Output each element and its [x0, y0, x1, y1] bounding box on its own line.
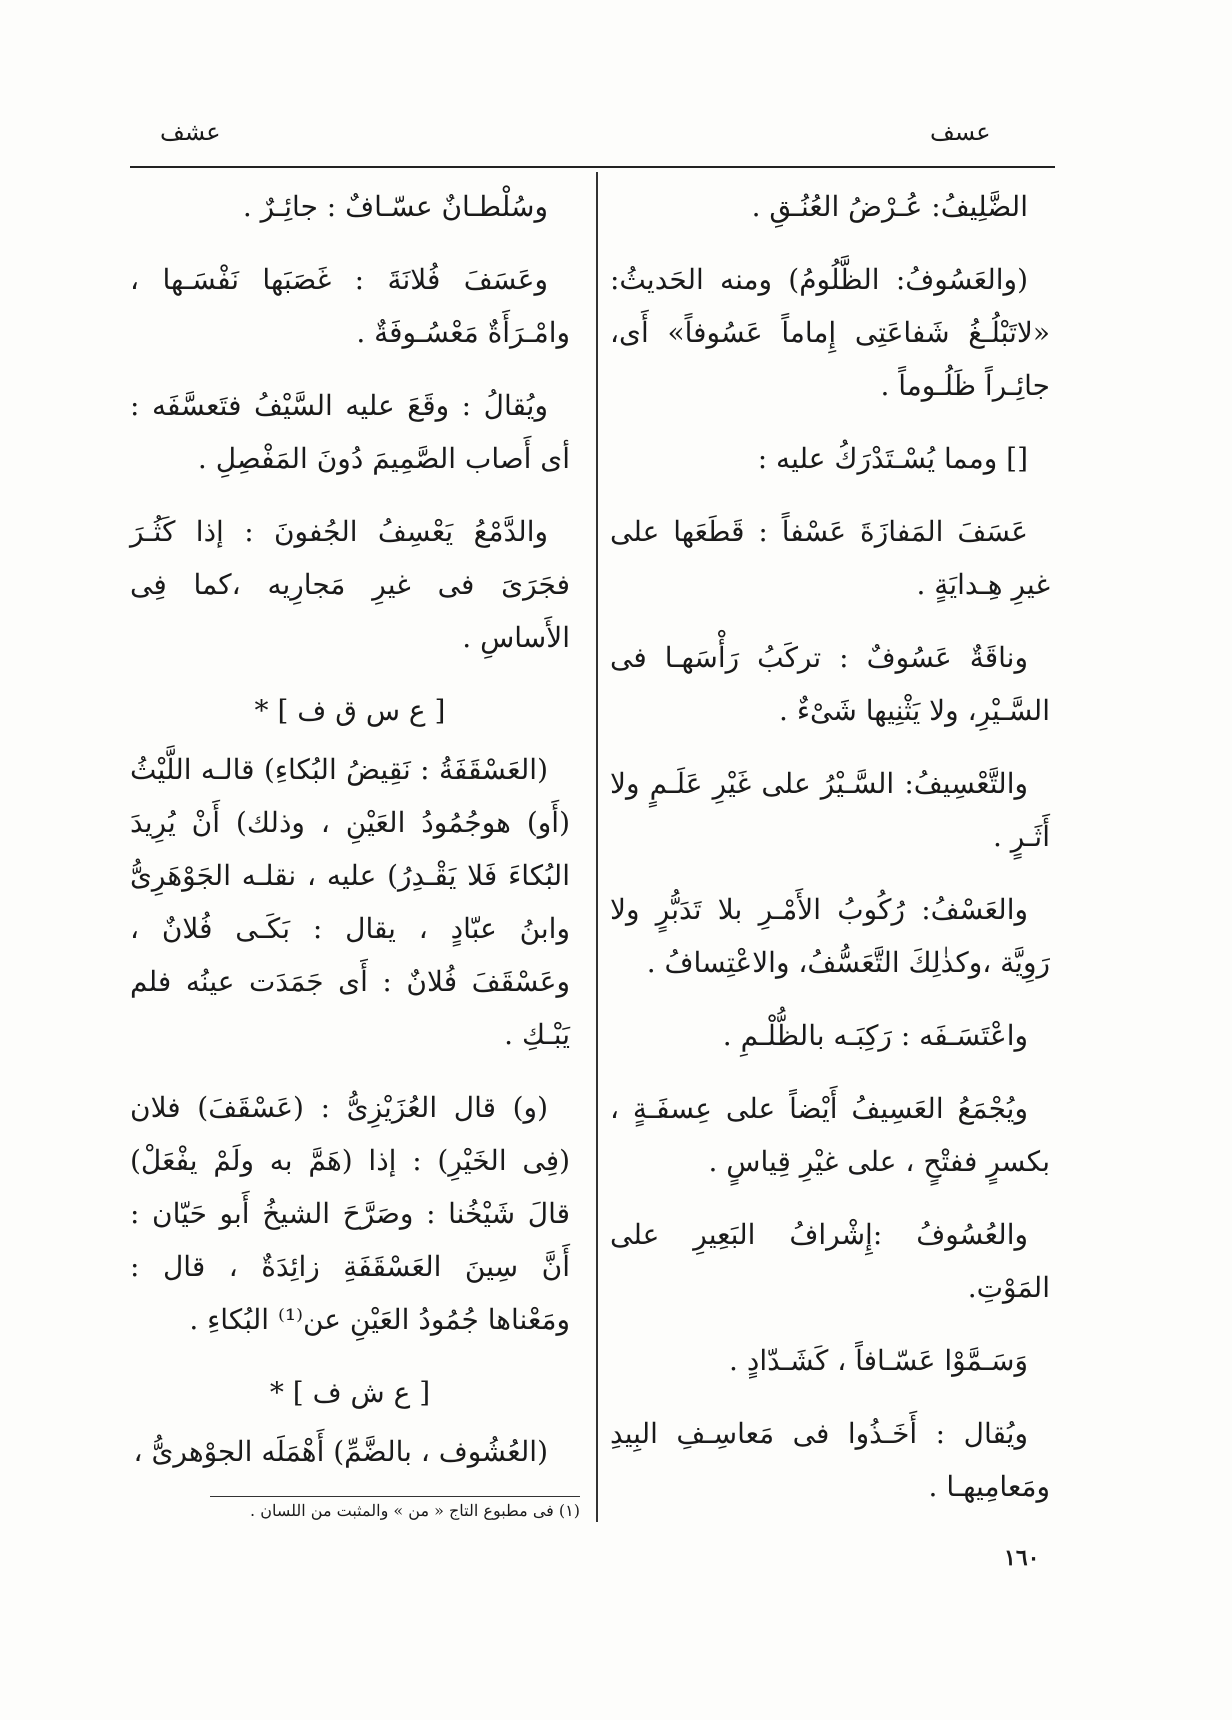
running-head-left: عشف [160, 118, 221, 146]
right-paragraph-4: عَسَفَ المَفازَةَ عَسْفاً : قَطَعَها على غيرِ هِـدايَةٍ . [610, 515, 1050, 601]
left-column [130, 180, 570, 1498]
entry-heading-ashaf: [ ع ش ف ] * [269, 1376, 431, 1409]
entry-heading-asqaf: [ ع س ق ف ] * [254, 694, 446, 727]
right-paragraph-5: وناقَةٌ عَسُوفٌ : تركَبُ رَأْسَهـا فى السَّـيْرِ، ولا يَثْنِيها شَىْءٌ . [610, 641, 1050, 727]
left-paragraph-5: (العَسْقَفَةُ : نَقِيضُ البُكاءِ) قالـه اللَّيْثُ (أَو) هوجُمُودُ العَيْنِ ، وذلك) أَنْ يُرِيدَ البُكاءَ فَلا يَقْـدِرُ) عليه ، نقلـه الجَوْهَرِىُّ وابنُ عبّادٍ ، يقال : بَكَـى فُلانٌ ، وعَسْقَفَ فُلانٌ : أَى جَمَدَت عينُه فلم يَبْـكِ . [130, 753, 570, 1051]
left-paragraph-6: (و) قال العُزَيْزِىُّ : (عَسْقَفَ) فلان (فِى الخَيْرِ) : إذا (هَمَّ به ولَمْ يفْعَلْ) قالَ شَيْخُنا : وصَرَّحَ الشيخُ أَبو حَيّان : أَنَّ سِينَ العَسْقَفَةِ زائِدَةٌ ، قال : ومَعْناها جُمُودُ العَيْنِ عن⁽¹⁾ البُكاءِ . [130, 1091, 570, 1336]
left-paragraph-7: (العُشُوف ، بالضَّمِّ) أَهْمَلَه الجوْهرىُّ ، [133, 1435, 548, 1468]
right-paragraph-9: ويُجْمَعُ العَسِيفُ أَيْضاً على عِسفَـةٍ ، بكسرٍ ففتْحٍ ، على غيْرِ قِياسٍ . [610, 1092, 1050, 1178]
right-paragraph-8: واعْتَسَـفَه : رَكِبَـه بالظُّلْـمِ . [722, 1019, 1028, 1052]
footnote: (١) فى مطبوع التاج « من » والمثبت من اللسان . [250, 1501, 580, 1520]
right-paragraph-2: (والعَسُوفُ: الظَّلُومُ) ومنه الحَديثُ: «لاتَبْلُـغُ شَفاعَتِى إِماماً عَسُوفاً» أَى، جائِـراً ظَلُـوماً . [610, 263, 1050, 402]
right-column [610, 180, 1050, 1533]
footnote-rule [210, 1496, 580, 1497]
page-number: ١٦٠ [1004, 1545, 1040, 1571]
right-paragraph-3: [] ومما يُسْـتَدْرَكُ عليه : [757, 442, 1028, 475]
header-rule [130, 166, 1055, 168]
right-paragraph-10: والعُسُوفُ :إِشْرافُ البَعِيرِ على المَوْتِ. [610, 1218, 1050, 1304]
right-paragraph-6: والتَّعْسِيفُ: السَّـيْرُ على غَيْرِ عَلَـمٍ ولا أَثَـرٍ . [610, 767, 1050, 853]
left-paragraph-1: وسُلْطـانٌ عسّـافٌ : جائِـرٌ . [242, 190, 548, 223]
right-paragraph-11: وَسَـمَّوْا عَسّـافاً ، كَشَـدّادٍ . [729, 1344, 1028, 1377]
right-paragraph-7: والعَسْفُ: رُكُوبُ الأَمْـرِ بلا تَدَبُّرٍ ولا رَوِيَّة ،وكذٰلِكَ التَّعَسُّفُ، والاعْتِسافُ . [610, 893, 1050, 979]
right-paragraph-12: ويُقال : أَخَـذُوا فى مَعاسِـفِ البِيدِ ومَعامِيهـا . [610, 1417, 1050, 1503]
right-paragraph-1: الضَّلِيفُ: عُـرْضُ العُنُـقِ . [751, 190, 1028, 223]
left-paragraph-2: وعَسَفَ فُلانَةَ : غَصَبَها نَفْسَـها ، وامْـرَأَةٌ مَعْسُـوفَةٌ . [130, 263, 570, 349]
left-paragraph-3: ويُقالُ : وقَعَ عليه السَّيْفُ فتَعسَّفَه : أى أَصاب الصَّمِيمَ دُونَ المَفْصِلِ . [130, 389, 570, 475]
column-divider [596, 172, 598, 1522]
left-paragraph-4: والدَّمْعُ يَعْسِفُ الجُفونَ : إذا كَثُـرَ فجَرَىَ فى غيرِ مَجارِيه ،كما فِى الأَساسِ . [130, 515, 570, 654]
running-head-right: عسف [930, 118, 991, 146]
